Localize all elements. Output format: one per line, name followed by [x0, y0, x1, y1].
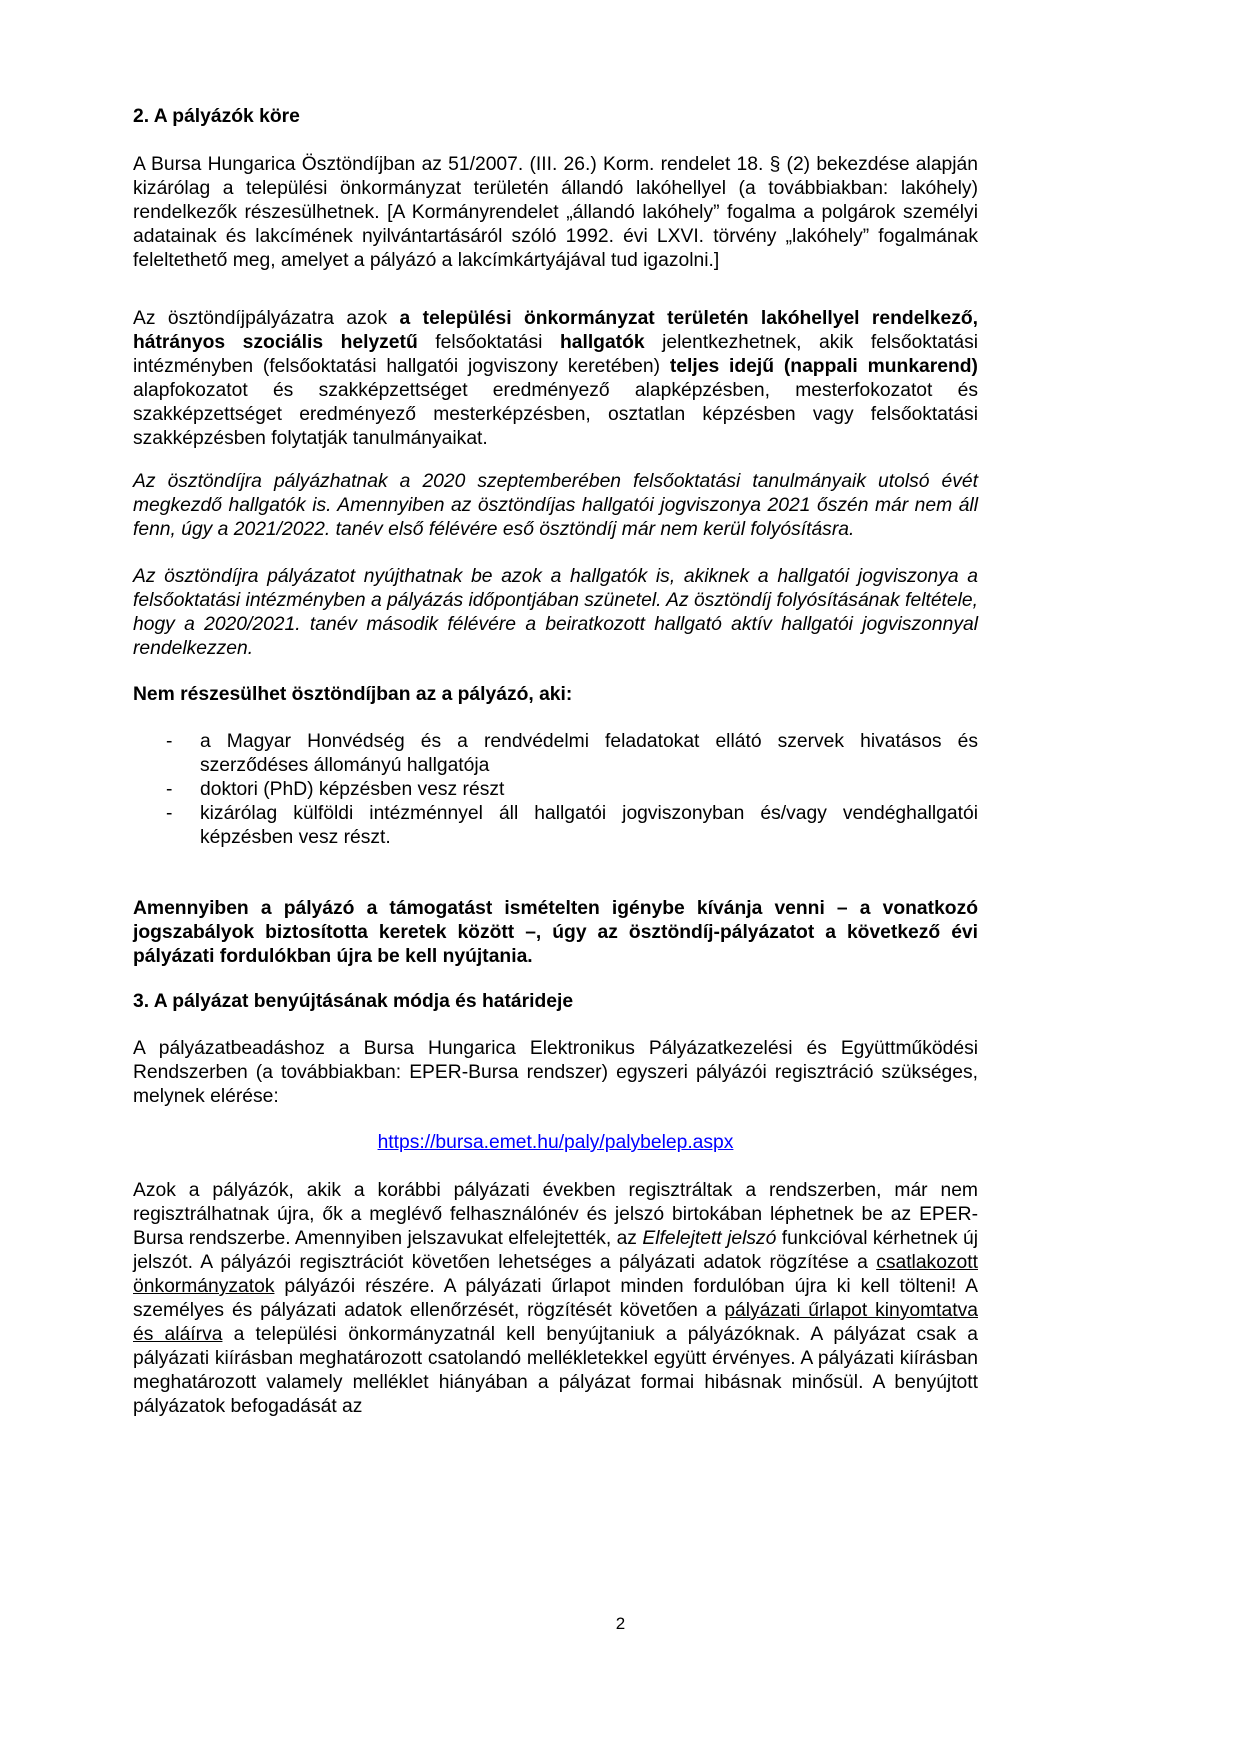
section-3-heading: 3. A pályázat benyújtásának módja és határideje [133, 991, 574, 1012]
exclusion-item: - kizárólag külföldi intézménnyel áll hallgatói jogviszonyban és/vagy vendéghallgatói képzésben vesz részt. [166, 803, 978, 848]
exclusion-item: - doktori (PhD) képzésben vesz részt [166, 779, 505, 800]
page-number: 2 [615, 1614, 626, 1633]
eper-bursa-link[interactable]: https://bursa.emet.hu/paly/palybelep.aspx [377, 1132, 734, 1153]
exclusion-item: - a Magyar Honvédség és a rendvédelmi feladatokat ellátó szervek hivatásos és szerződéses állományú hallgatója [166, 731, 978, 776]
section-3-paragraph-1: A pályázatbeadáshoz a Bursa Hungarica Elektronikus Pályázatkezelési és Együttműködési Rendszerben (a továbbiakban: EPER-Bursa rendszer) egyszeri pályázói regisztráció szükséges, melynek elérése: [133, 1038, 978, 1107]
exclusion-heading: Nem részesülhet ösztöndíjban az a pályázó, aki: [133, 684, 573, 705]
section-2-paragraph-4: Az ösztöndíjra pályázatot nyújthatnak be azok a hallgatók is, akiknek a hallgatói jogviszonya a felsőoktatási intézményben a pályázás időpontjában szünetel. Az ösztöndíj folyósításának feltétele, hogy a 2020/2021. tanév második félévére a beiratkozott hallgató aktív hallgatói jogviszonnyal rendelkezzen. [133, 566, 978, 659]
reapply-notice: Amennyiben a pályázó a támogatást ismételten igénybe kívánja venni – a vonatkozó jogszabályok biztosította keretek között –, úgy az ösztöndíj-pályázatot a következő évi pályázati fordulókban újra be kell nyújtania. [133, 898, 978, 967]
section-2-paragraph-2: Az ösztöndíjpályázatra azok a települési önkormányzat területén lakóhellyel rendelkező, hátrányos szociális helyzetű felsőoktatási hallgatók jelentkezhetnek, akik felsőoktatási intézményben (felsőoktatási hallgatói jogviszony keretében) teljes idejű (nappali munkarend) alapfokozatot és szakképzettséget eredményező alapképzésben, mesterfokozatot és szakképzettséget eredményező mesterképzésben, osztatlan képzésben vagy felsőoktatási szakképzésben folytatják tanulmányaikat. [133, 308, 978, 449]
bullet-dash: - [166, 779, 173, 800]
bullet-dash: - [166, 731, 173, 752]
exclusion-list [133, 730, 978, 850]
section-2-paragraph-3: Az ösztöndíjra pályázhatnak a 2020 szeptemberében felsőoktatási tanulmányaik utolsó évét megkezdő hallgatók is. Amennyiben az ösztöndíjas hallgatói jogviszonya 2021 őszén már nem áll fenn, úgy a 2021/2022. tanév első félévére eső ösztöndíj már nem kerül folyósításra. [133, 471, 978, 540]
bullet-dash: - [166, 803, 173, 824]
section-3-paragraph-2: Azok a pályázók, akik a korábbi pályázati években regisztráltak a rendszerben, már nem regisztrálhatnak újra, ők a meglévő felhasználónév és jelszó birtokában léphetnek be az EPER-Bursa rendszerbe. Amennyiben jelszavukat elfelejtették, az Elfelejtett jelszó funkcióval kérhetnek új jelszót. A pályázói regisztrációt követően lehetséges a pályázati adatok rögzítése a csatlakozott önkormányzatok pályázói részére. A pályázati űrlapot minden fordulóban újra ki kell tölteni! A személyes és pályázati adatok ellenőrzését, rögzítését követően a pályázati űrlapot kinyomtatva és aláírva a települési önkormányzatnál kell benyújtaniuk a pályázóknak. A pályázat csak a pályázati kiírásban meghatározott csatolandó mellékletekkel együtt érvényes. A pályázati kiírásban meghatározott valamely melléklet hiányában a pályázat formai hibásnak minősül. A benyújtott pályázatok befogadását az [133, 1180, 979, 1417]
section-2-heading: 2. A pályázók köre [133, 106, 300, 127]
section-2-paragraph-1: A Bursa Hungarica Ösztöndíjban az 51/2007. (III. 26.) Korm. rendelet 18. § (2) bekezdése alapján kizárólag a települési önkormányzat területén állandó lakóhellyel (a továbbiakban: lakóhely) rendelkezők részesülhetnek. [A Kormányrendelet „állandó lakóhely” fogalma a polgárok személyi adatainak és lakcímének nyilvántartásáról szóló 1992. évi LXVI. törvény „lakóhely” fogalmának feleltethető meg, amelyet a pályázó a lakcímkártyájával tud igazolni.] [133, 154, 978, 271]
eper-link-line [133, 1131, 978, 1155]
